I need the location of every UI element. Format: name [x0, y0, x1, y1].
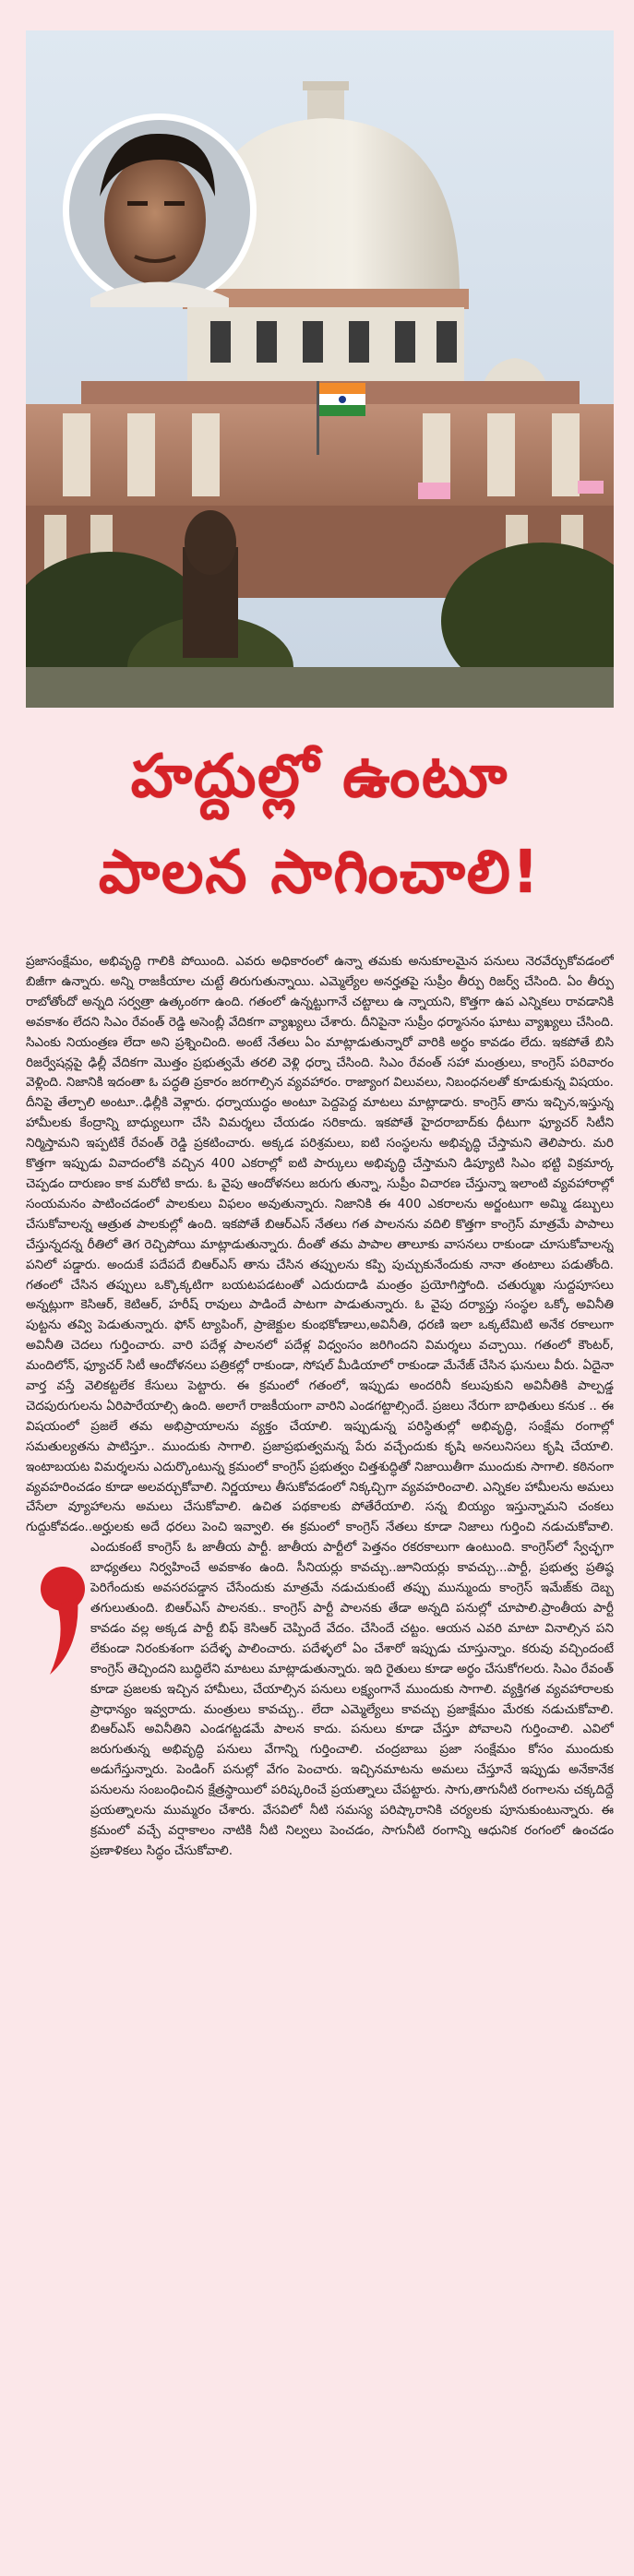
article-text: ప్రజాసంక్షేమం, అభివృద్ధి గాలికి పోయింది. ఎవరు అధికారంలో ఉన్నా తమకు అనుకూలమైన పనులు నెరవేర్చుకోవడంలో బిజీగా ఉన్నారు. అన్ని రాజకీయాల చుట్టే తిరుగుతున్నాయి. ఎమ్మెల్యేల అనర్హతపై సుప్రీం తీర్పు రిజర్వ్ చేసింది. ఏం తీర్పు రాబోతోందో అన్నది సర్వత్రా ఉత్కంఠగా ఉంది. గతంలో ఉన్నట్టుగానే చట్టాలు ఉ న్నాయని, కొత్తగా ఉప ఎన్నికలు రావడానికి అవకాశం లేదని సిఎం రేవంత్ రెడ్డి అసెంబ్లీ వేదికగా వ్యాఖ్యలు చేశారు. దీనిపైనా సుప్రీం ధర్మాసనం ఘాటు వ్యాఖ్యలు చేసింది. సిఎంకు నియంత్రణ లేదా అని ప్రశ్నించింది. అంటే నేతలు ఏం మాట్లాడుతున్నారో వారికి అర్థం కావడం లేదు. ఇకపోతే బిసి రిజర్వేషన్లపై ఢిల్లీ వేదికగా మొత్తం ప్రభుత్వమే తరలి వెళ్లి ధర్నా చేసింది. సిఎం రేవంత్ సహా మంత్రులు, కాంగ్రెస్ పరివారం వెళ్లింది. నిజానికి ఇదంతా ఓ పద్ధతి ప్రకారం జరగాల్సిన వ్యవహారం. రాజ్యాంగ విలువలు, నిబంధనలతో కూడుకున్న విషయం. దీనిపై తేల్చాలి అంటూ..ఢిల్లీకి వెళ్లారు. ధర్నాయుద్ధం అంటూ పెద్దపెద్ద మాటలు మాట్లాడారు. కాంగ్రెస్ తాను ఇచ్చిన,ఇస్తున్న హామీలకు కేంద్రాన్ని బాధ్యులుగా చేసి విమర్శలు చేయడం సరికాదు. ఇకపోతే హైదరాబాద్‌కు ధీటుగా ఫ్యూచర్ సిటీని నిర్మిస్తామని ఇప్పటికే రేవంత్ రెడ్డి ప్రకటించారు. అక్కడ పరిశ్రమలు, ఐటి సంస్థలను అభివృద్ధి చేస్తామని తెలిపారు. మరి కొత్తగా ఇప్పుడు వివాదంలోకి వచ్చిన 400 ఎకరాల్లో ఐటి పార్కులు అభివృద్ధి చేస్తామని డిప్యూటి సిఎం భట్టి విక్రమార్క చెప్పడం దారుణం కాక మరోటి కాదు. ఓ వైపు ఆందోళనలు జరుగు తున్నా, సుప్రీం విచారణ చేస్తున్నా ఇలాంటి వ్యవహారాల్లో సంయమనం పాటించడంలో పాలకులు విఫలం అవుతున్నారు. నిజానికి ఈ 400 ఎకరాలను అర్జంటుగా అమ్మి డబ్బులు చేసుకోవాలన్న ఆత్రుత పాలకుల్లో ఉంది. ఇకపోతే బిఆర్ఎస్ నేతలు గత పాలనను వదిలి కొత్తగా కాంగ్రెస్ మాత్రమే పాపాలు చేస్తున్నదన్న రీతిలో తెగ రెచ్చిపోయి మాట్లాడుతున్నారు. దీంతో తమ పాపాల తాలూకు వాసనలు రాకుండా చూసుకోవాలన్న పనిలో పడ్డారు. అందుకే పదేపదే బిఆర్ఎస్ తాను చేసిన తప్పులను కప్పి పుచ్చుకునేందుకు నానా తంటాలు పడుతోంది. గతంలో చేసిన తప్పులు ఒక్కొక్కటిగా బయటపడటంతో ఎదురుదాడి మంత్రం ప్రయోగిస్తోంది. చతుర్ముఖ సుద్దపూసలు అన్నట్లుగా కెసిఆర్, కెటిఆర్, హరీష్ రావులు పాడిందే పాటగా పాడుతున్నారు. ఓ వైపు దర్యాప్తు సంస్థల ఒక్కో అవినీతి పుట్టను తవ్వి పెడుతున్నారు. ఫోన్ ట్యాపింగ్, ప్రాజెక్టుల కుంభకోణాలు,అవినీతి, ధరణి ఇలా ఒక్కటేమిటి అనేక రకాలుగా అవినీతి చెదలు గుర్తించారు. వారి పదేళ్ల పాలనలో పదేళ్ల విధ్వంసం జరిగిందని విమర్శలు వచ్చాయి. గతంలో కౌంటర్, మందిలోన్, ఫ్యూచర్ సిటీ ఆందోళనలు పత్రికల్లో రాకుండా, సోషల్ మీడియాలో రాకుండా మేనేజ్ చేసిన ఘనులు వీరు. ఏదైనా వార్త వస్తే వెలికట్టలేక కేసులు పెట్టారు. ఈ క్రమంలో గతంలో, ఇప్పుడు అందరినీ కలుపుకుని అవినీతికి పాల్పడ్డ చెదపురుగులను ఏరిపారేయాల్సి ఉంది. అలాగే రాజకీయంగా వారిని ఎండగట్టాల్సిందే. ప్రజలు నేరుగా బాధితులు కనుక .. ఈ విషయంలో ప్రజలే తమ అభిప్రాయాలను వ్యక్తం చేయాలి. ఇప్పుడున్న పరిస్థితుల్లో అభివృద్ధి, సంక్షేమ రంగాల్లో సమతుల్యతను పాటిస్తూ.. ముందుకు సాగాలి. ప్రజాప్రభుత్వమన్న పేరు వచ్చేందుకు కృషి అనలునిసలు కృషి చేయాలి. ఇంటాబయట విమర్శలను ఎదుర్కొంటున్న క్రమంలో కాంగ్రెస్ ప్రభుత్వం చిత్తశుద్ధితో నిజాయితీగా ముందుకు సాగాలి. కఠినంగా వ్యవహరించడం కూడా అలవర్చుకోవాలి. నిర్ణయాలు తీసుకోవడంలో నిక్కచ్చిగా వ్యవహరించాలి. ఎన్నికల హామీలను అమలు చేసేలా వ్యూహాలను అమలు చేసుకోవాలి. ఉచిత పథకాలకు పోతేరేయాలి. సన్న బియ్యం ఇస్తున్నామని చంకలు గుద్దుకోవడం..అర్హులకు అదే ధరలు పెంచి ఇవ్వాలి. ఈ క్రమంలో కాంగ్రెస్ నేతలు కూడా నిజాలు గుర్తించి నడుచుకోవాలి. ఎందుకంటే కాంగ్రెస్ ఓ జాతీయ పార్టీ. జాతీయ పార్టీలో పెత్తనం రకరకాలుగా ఉంటుంది. కాంగ్రెస్‌లో స్వేచ్ఛగా బాధ్యతలు నిర్వహించే అవకాశం ఉంది. సీనియర్లు కావచ్చు..జూనియర్లు కావచ్చు...పార్టీ, ప్రభుత్వ ప్రతిష్ఠ పెరిగేందుకు అవసరపడ్డాన చేసేందుకు మాత్రమే నడుచుకుంటే తప్పు మున్ముందు కాంగ్రెస్ ఇమేజ్‌కు దెబ్బ తగులుతుంది. బిఆర్ఎస్ పాలనకు.. కాంగ్రెస్ పార్టీ పాలనకు తేడా అన్నది పనుల్లో చూపాలి.ప్రాంతీయ పార్టీ కావడం వల్ల అక్కడ పార్టీ బిఫ్ కెసిఆర్ చెప్పిందే వేదం. చేసిందే చట్టం. ఆయన ఎవరి మాటా వినాల్సిన పని లేకుండా నిరంకుశంగా పదేళ్ళ పాలించారు. పదేళ్ళలో ఏం చేశారో ఇప్పుడు చూస్తున్నాం. కరువు వచ్చిందంటే కాంగ్రెస్ తెచ్చిందని బుద్ధిలేని మాటలు మాట్లాడుతున్నారు. ఇది రైతులు కూడా అర్థం చేసుకోగలరు. సిఎం రేవంత్ కూడా ప్రజలకు ఇచ్చిన హామీలు, చేయాల్సిన పనులు లక్ష్యంగానే ముందుకు సాగాలి. వ్యక్తిగత వ్యవహారాలకు ప్రాధాన్యం ఇవ్వరాదు. మంత్రులు కావచ్చు.. లేదా ఎమ్మెల్యేలు కావచ్చు ప్రజాక్షేమం మేరకు నడుచుకోవాలి. బిఆర్ఎస్ అవినీతిని ఎండగట్టడమే పాలన కాదు. పనులు కూడా చేస్తూ పోవాలని గుర్తించాలి. ఎవిలో జరుగుతున్న అభివృద్ధి పనులు వేగాన్ని గుర్తించాలి. చంద్రబాబు ప్రజా సంక్షేమం కోసం ముందుకు అడుగేస్తున్నారు. పెండింగ్ పనుల్లో వేగం పెంచారు. ఇచ్చినమాటను అమలు చేస్తూనే ఇప్పుడు అనేకానేక పనులను సంబంధించిన క్షేత్రస్థాయిలో పరిష్కరించే ప్రయత్నాలు చేపట్టారు. సాగు,తాగునీటి రంగాలను చక్కదిద్దే ప్రయత్నాలను ముమ్మరం చేశారు. వేసవిలో నీటి సమస్య పరిష్కారానికి చర్యలకు పూనుకుంటున్నారు. ఈ క్రమంలో వచ్చే వర్షాకాలం నాటికి నీటి నిల్వలు పెంచడం, సాగునీటి రంగాన్ని ఆధునిక రంగంలో ఉంచడం ప్రణాళికలు సిద్ధం చేసుకోవాలి.: [26, 954, 614, 1858]
article-body: [26, 952, 614, 2562]
headline: [26, 729, 614, 921]
headline-line-2: పాలన సాగించాలి!: [98, 839, 541, 907]
supreme-court-photo: [26, 30, 614, 708]
headline-line-1: హద్దుల్లో ఉంటూ: [130, 743, 509, 811]
